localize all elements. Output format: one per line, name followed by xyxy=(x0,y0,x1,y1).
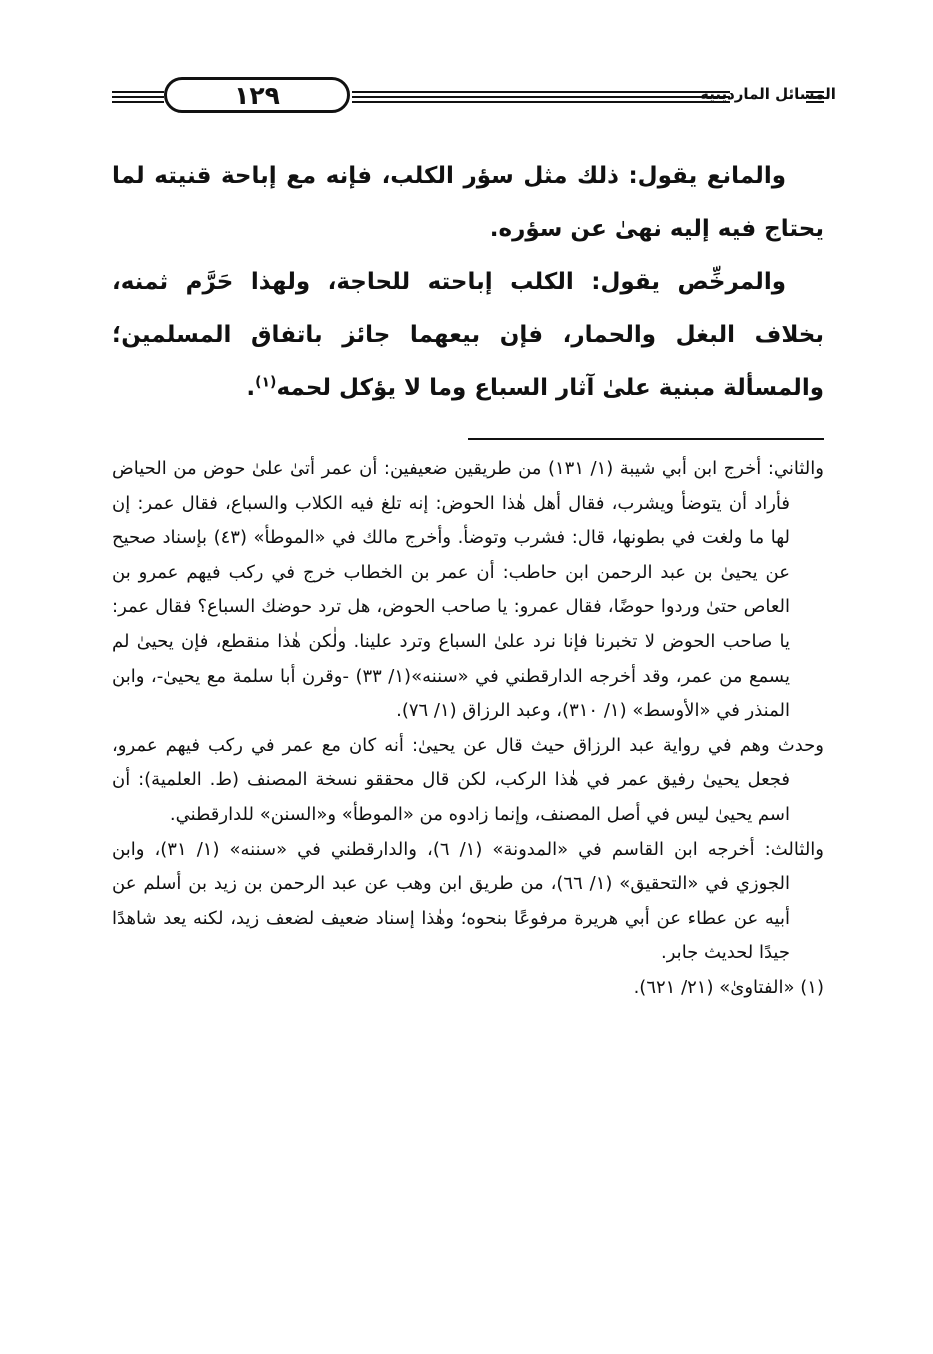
header-rule xyxy=(112,91,164,93)
header-rule xyxy=(352,101,730,103)
paragraph-text: والمرخِّص يقول: الكلب إباحته للحاجة، ولهذا حَرَّم ثمنه، بخلاف البغل والحمار، فإن بيعهما جائز باتفاق المسلمين؛ والمسألة مبنية علىٰ آثار السباع وما لا يؤكل لحمه xyxy=(112,269,824,401)
header-rule xyxy=(112,101,164,103)
note-entry: وحدث وهم في رواية عبد الرزاق حيث قال عن يحيىٰ: أنه كان مع عمر في ركب فيهم عمرو، فجعل يحيىٰ رفيق عمر في هٰذا الركب، لكن قال محققو نسخة المصنف (ط. العلمية): أن اسم يحيىٰ ليس في أصل المصنف، وإنما زادوه من «الموطأ» و«السنن» للدارقطني. xyxy=(112,734,824,825)
paragraph: والمانع يقول: ذلك مثل سؤر الكلب، فإنه مع إباحة قنيته لما يحتاج فيه إليه نهىٰ عن سؤره. xyxy=(112,163,824,242)
paragraph xyxy=(112,256,824,415)
note-entry: والثالث: أخرجه ابن القاسم في «المدونة» (١/ ٦)، والدارقطني في «سننه» (١/ ٣١)، وابن الجوزي في «التحقيق» (١/ ٦٦)، من طريق ابن وهب عن عبد الرحمن بن زيد بن أسلم عن أبيه عن عطاء عن أبي هريرة مرفوعًا بنحوه؛ وهٰذا إسناد ضعيف لضعف زيد، لكنه يعد شاهدًا جيدًا لحديث جابر. xyxy=(112,838,824,964)
note-entry: والثاني: أخرج ابن أبي شيبة (١/ ١٣١) من طريقين ضعيفين: أن عمر أتىٰ علىٰ حوض من الحياض فأراد أن يتوضأ ويشرب، فقال أهل هٰذا الحوض: إنه تلغ فيه الكلاب والسباع، فقال عمر: إن لها ما ولغت في بطونها، قال: فشرب وتوضأ. وأخرج مالك في «الموطأ» (٤٣) بإسناد صحيح عن يحيىٰ بن عبد الرحمن ابن حاطب: أن عمر بن الخطاب خرج في ركب فيهم عمرو بن العاص حتىٰ وردوا حوضًا، فقال عمرو: يا صاحب الحوض، هل ترد حوضك السباع؟ فقال عمر: يا صاحب الحوض لا تخبرنا فإنا نرد علىٰ السباع وترد علينا. ولٰكن هٰذا منقطع، فإن يحيىٰ لم يسمع من عمر، وقد أخرجه الدارقطني في «سننه»(١/ ٣٣) -وقرن أبا سلمة مع يحيىٰ-، وابن المنذر في «الأوسط» (١/ ٣١٠)، وعبد الرزاق (١/ ٧٦). xyxy=(112,458,824,722)
footnote-separator xyxy=(468,438,824,440)
paragraph-end: . xyxy=(246,375,256,401)
footnote-reference: (١) xyxy=(255,374,277,391)
header-rule xyxy=(352,96,730,98)
footnotes xyxy=(112,452,824,1006)
running-title: المسائل الماردينية xyxy=(700,85,836,103)
header-rule xyxy=(352,91,730,93)
main-text xyxy=(112,150,824,415)
page-number: ١٢٩ xyxy=(164,77,350,113)
page-header xyxy=(112,72,836,118)
header-rule xyxy=(112,96,164,98)
footnote: (١) «الفتاوىٰ» (٢١/ ٦٢١). xyxy=(633,976,824,998)
